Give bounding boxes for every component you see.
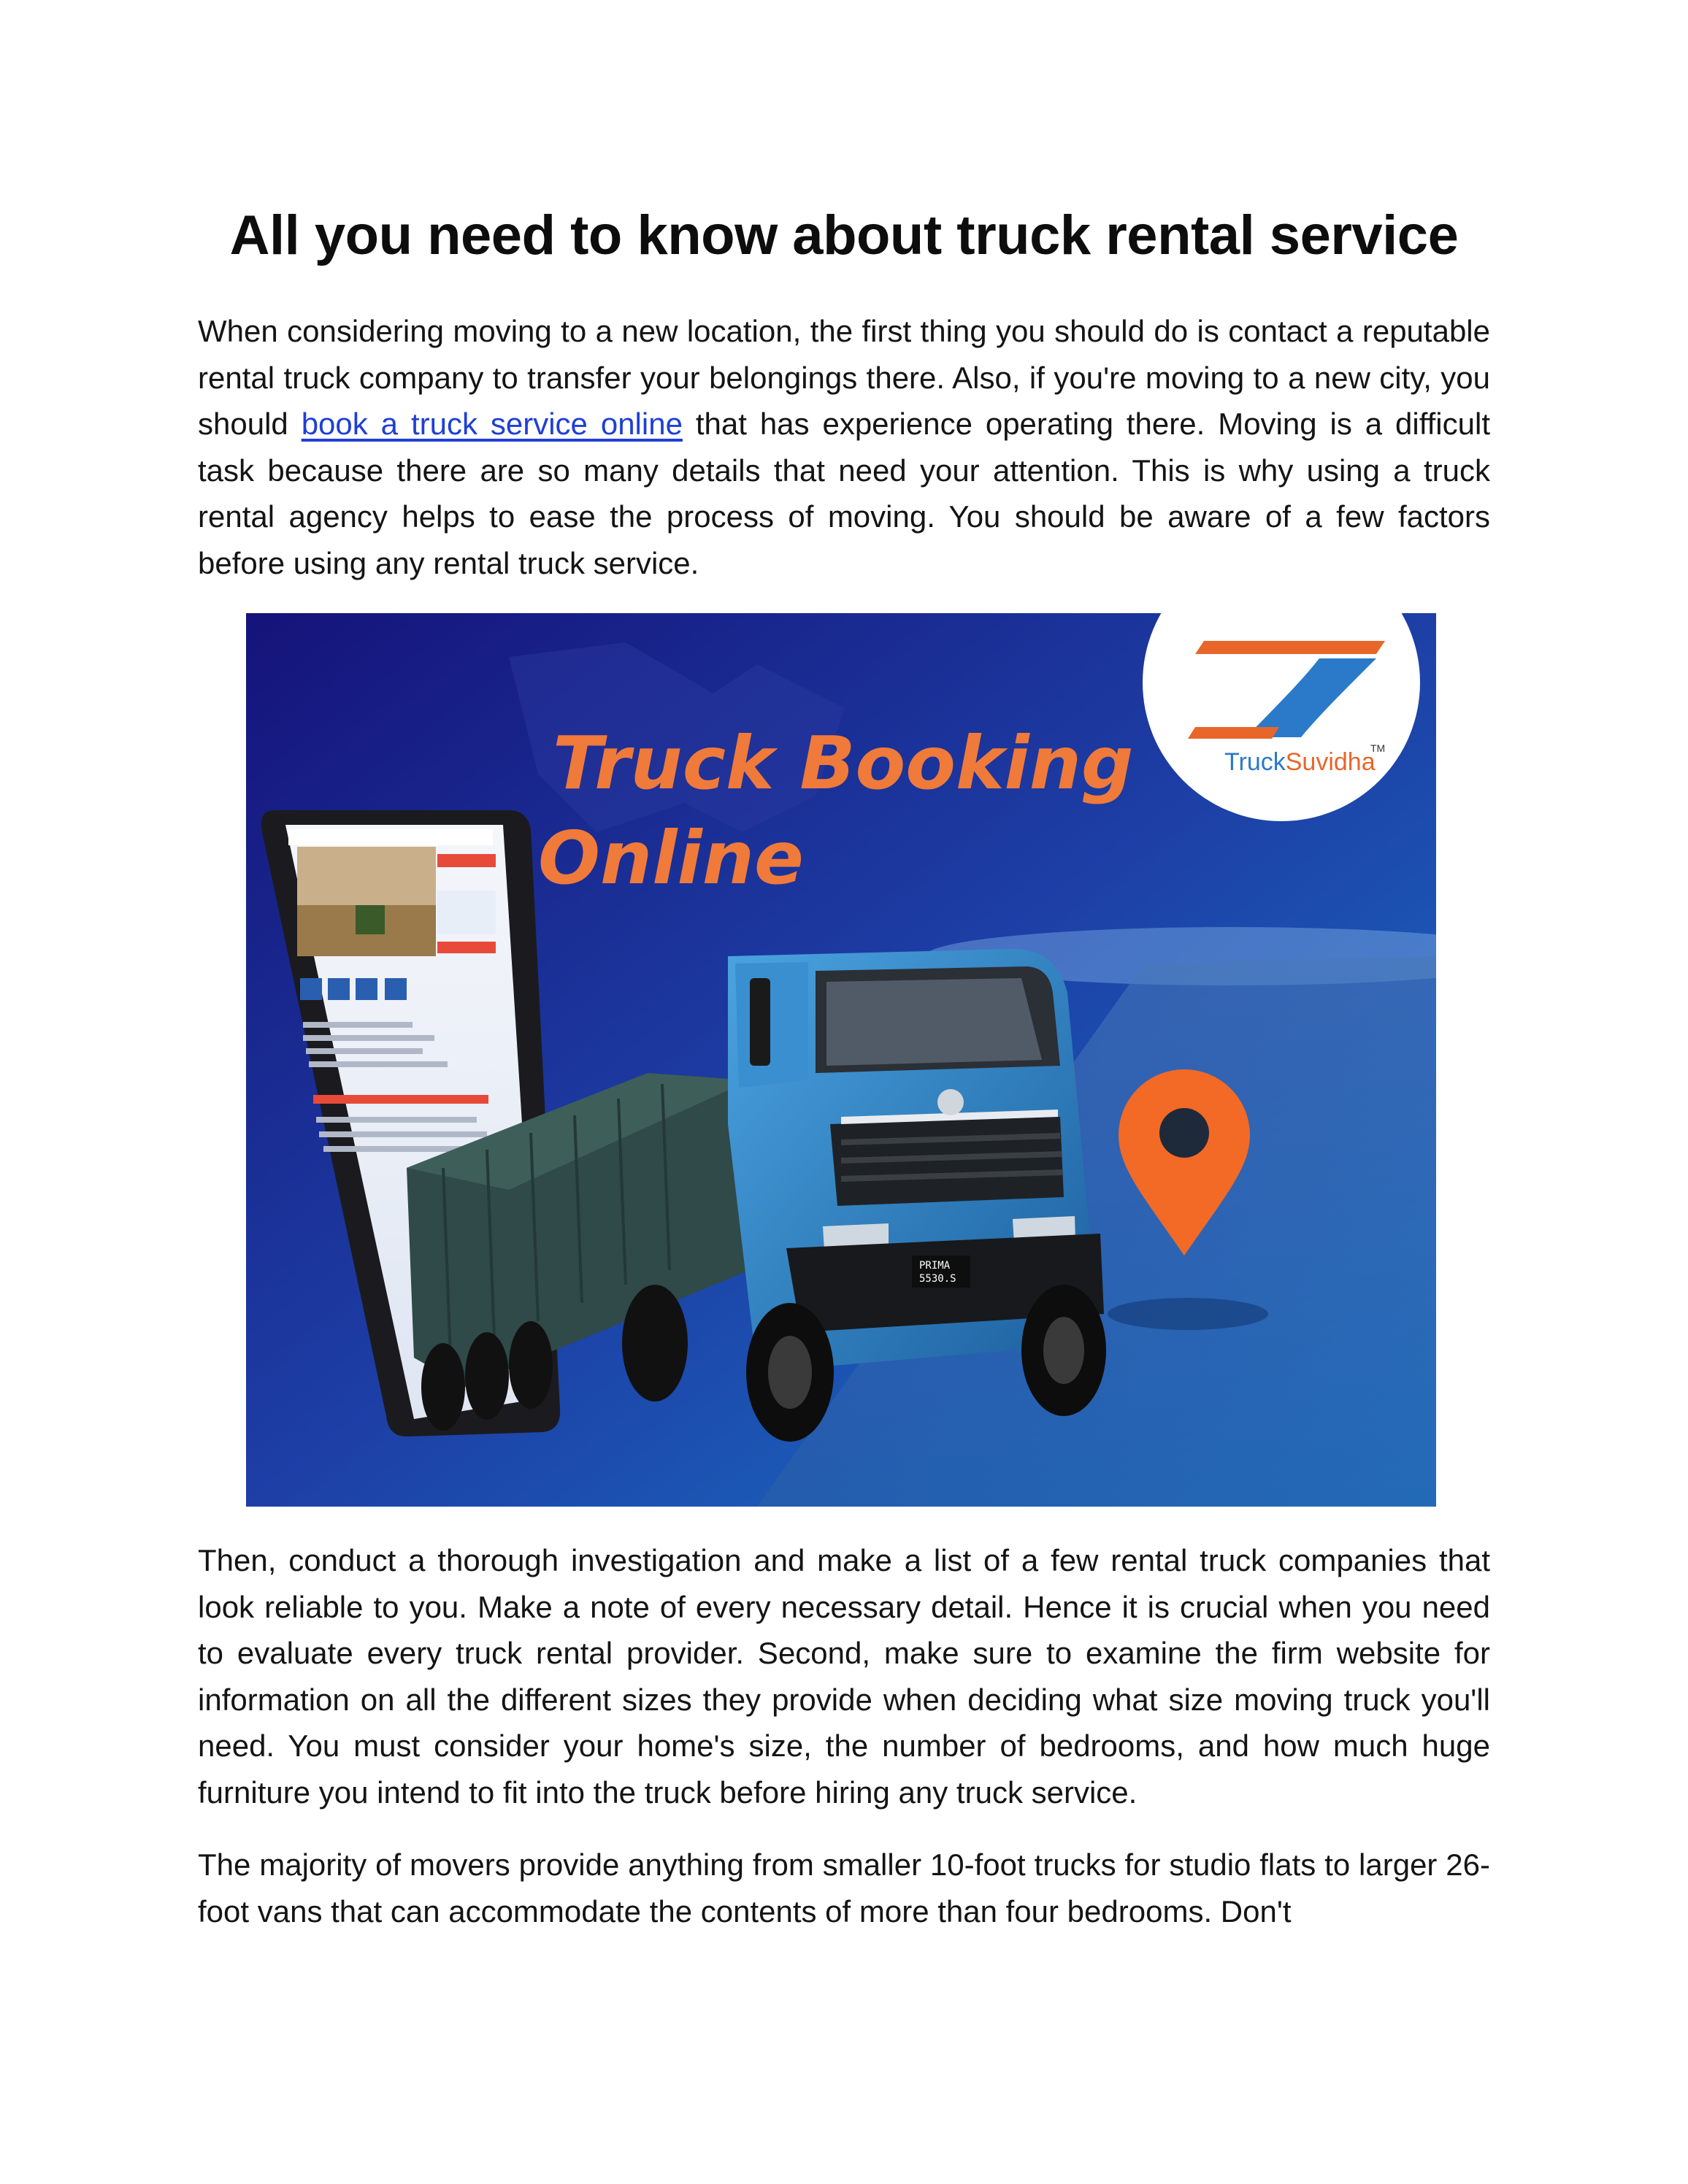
banner-headline-line2: Online	[538, 815, 804, 901]
license-plate-line1: PRIMA	[919, 1260, 951, 1272]
trademark-mark: TM	[1370, 742, 1386, 754]
book-truck-service-link[interactable]: book a truck service online	[301, 407, 683, 441]
intro-paragraph	[198, 308, 1490, 586]
truck-sizes-paragraph: The majority of movers provide anything from smaller 10-foot trucks for studio flats to larger 26-foot vans that can accommodate the contents of more than four bedrooms. Don't	[198, 1847, 1490, 1929]
intro-text-end: that has experience operating there. Moving is a difficult task because there are so many details that need your attention. This is why using a truck rental agency helps to ease the process of moving. You should be aware of a few factors before using any rental truck service.	[198, 407, 1490, 580]
intro-text-start: When considering moving to a new location, the first thing you should do is contact a reputable rental truck company to transfer your belongings there. Also, if you're moving to a new city, you should	[198, 314, 1490, 441]
license-plate-line2: 5530.S	[919, 1273, 956, 1285]
investigation-paragraph: Then, conduct a thorough investigation and make a list of a few rental truck companies that look reliable to you. Make a note of every necessary detail. Hence it is crucial when you need to evaluate every truck rental provider. Second, make sure to examine the firm website for information on all the different sizes they provide when deciding what size moving truck you'll need. You must consider your home's size, the number of bedrooms, and how much huge furniture you intend to fit into the truck before hiring any truck service.	[198, 1543, 1490, 1810]
truck-booking-banner	[246, 613, 1436, 1507]
brand-name-truck: TruckSuvidha	[1224, 748, 1376, 776]
banner-headline-line1: Truck Booking	[553, 720, 1134, 806]
article-title: All you need to know about truck rental service	[229, 204, 1459, 266]
